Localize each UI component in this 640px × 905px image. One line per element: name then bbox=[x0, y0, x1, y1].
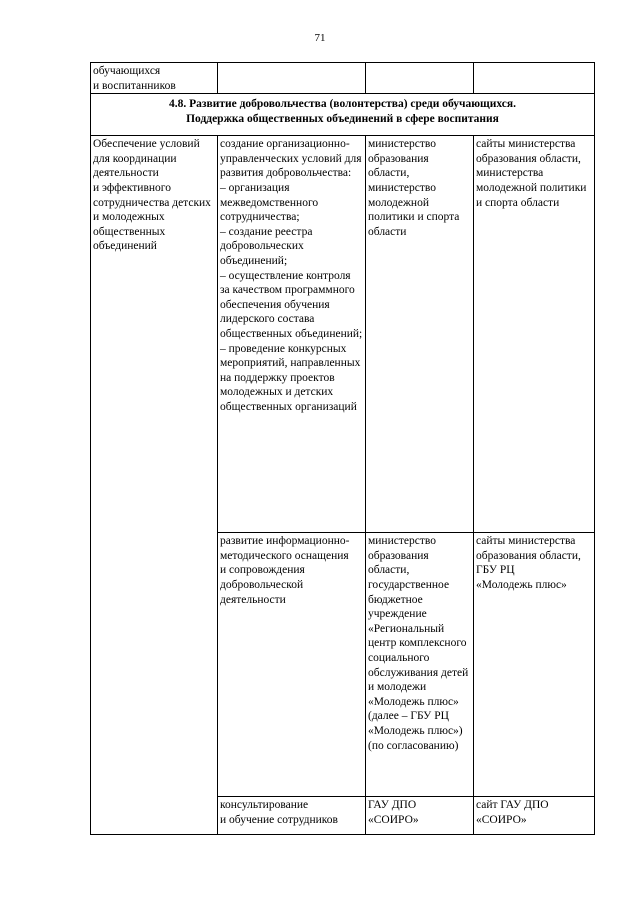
table-cell bbox=[366, 63, 474, 94]
table-cell: обучающихся и воспитанников bbox=[91, 63, 218, 94]
executor-cell: министерство образования области, министерство молодежной политики и спорта области bbox=[366, 136, 474, 533]
section-heading: 4.8. Развитие добровольчества (волонтерства) среди обучающихся. Поддержка общественных объединений в сфере воспитания bbox=[91, 94, 595, 136]
measure-cell: консультирование и обучение сотрудников bbox=[218, 797, 366, 835]
table-row bbox=[91, 63, 595, 94]
section-row bbox=[91, 94, 595, 136]
table-cell bbox=[474, 63, 595, 94]
source-cell: сайт ГАУ ДПО «СОИРО» bbox=[474, 797, 595, 835]
executor-cell: ГАУ ДПО «СОИРО» bbox=[366, 797, 474, 835]
program-table bbox=[90, 62, 595, 835]
source-cell: сайты министерства образования области, министерства молодежной политики и спорта области bbox=[474, 136, 595, 533]
page-number: 71 bbox=[314, 32, 326, 44]
task-cell: Обеспечение условий для координации деятельности и эффективного сотрудничества детских и молодежных общественных объединений bbox=[91, 136, 218, 835]
measure-cell: создание организационно-управленческих условий для развития добровольчества: – организация межведомственного сотрудничества; – создание реестра добровольческих объединений; – осуществление контроля за качеством программного обеспечения обучения лидерского состава общественных объединений; – проведение конкурсных мероприятий, направленных на поддержку проектов молодежных и детских общественных организаций bbox=[218, 136, 366, 533]
table-row bbox=[91, 136, 595, 533]
table-cell bbox=[218, 63, 366, 94]
measure-cell: развитие информационно-методического оснащения и сопровождения добровольческой деятельности bbox=[218, 533, 366, 797]
source-cell: сайты министерства образования области, ГБУ РЦ «Молодежь плюс» bbox=[474, 533, 595, 797]
executor-cell: министерство образования области, государственное бюджетное учреждение «Региональный центр комплексного социального обслуживания детей и молодежи «Молодежь плюс» (далее – ГБУ РЦ «Молодежь плюс») (по согласованию) bbox=[366, 533, 474, 797]
